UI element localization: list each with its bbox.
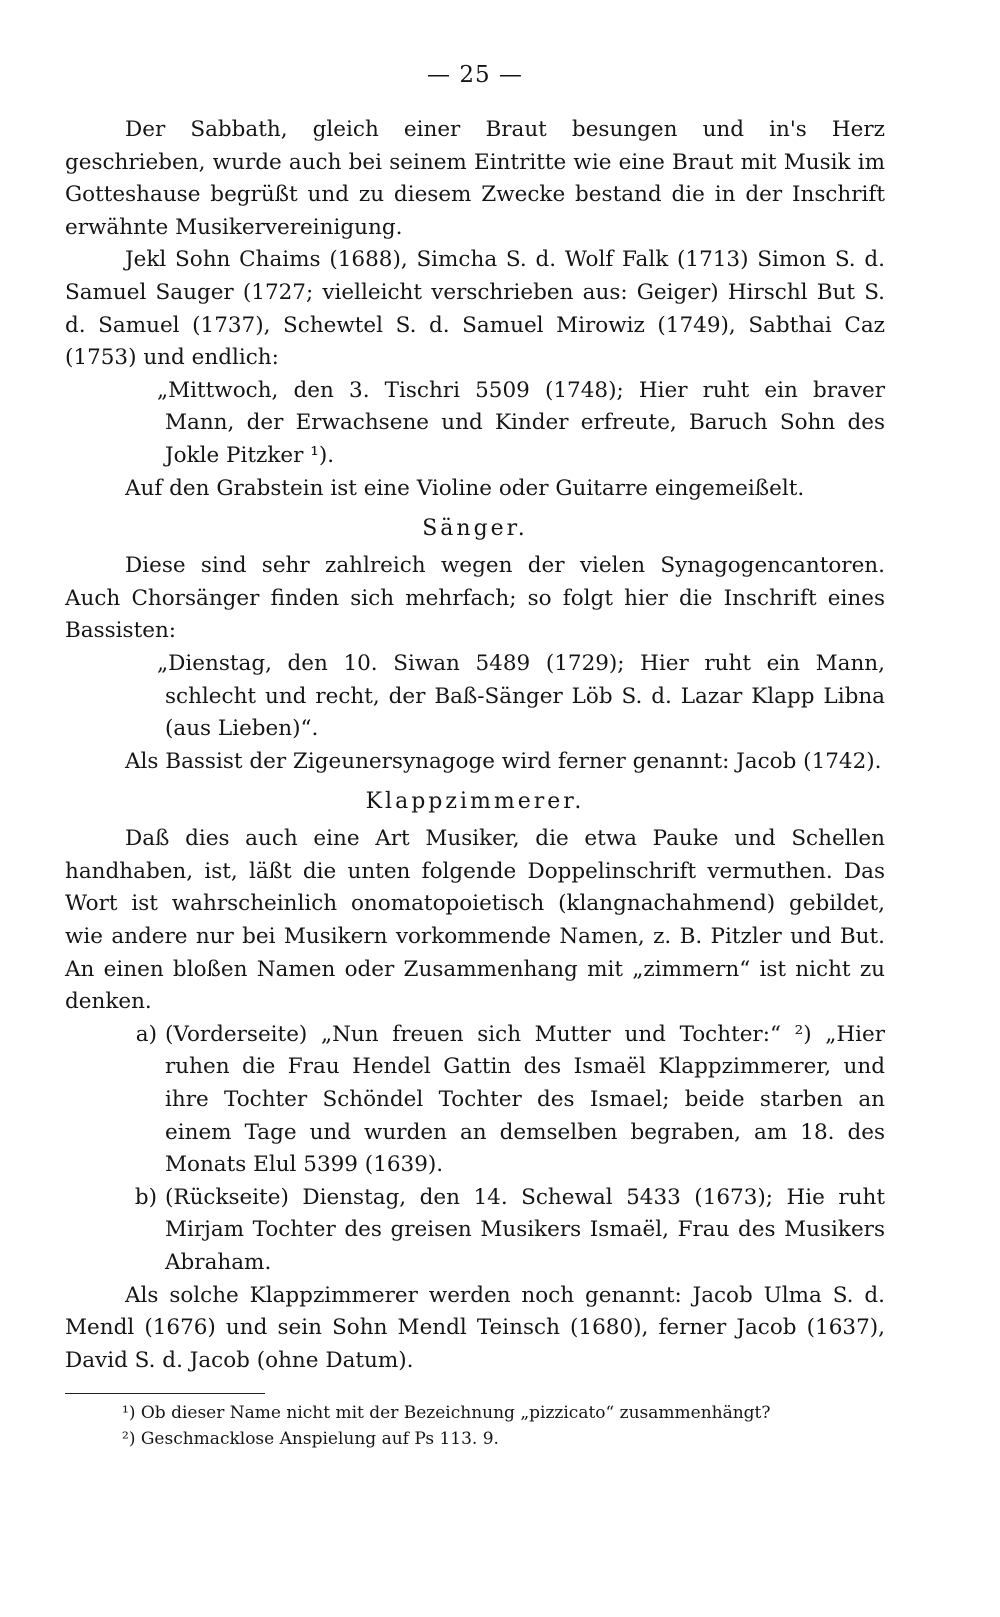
footnote: ²) Geschmacklose Anspielung auf Ps 113. 9. xyxy=(122,1429,499,1450)
list-item xyxy=(65,1182,885,1280)
list-item-text: (Vorderseite) „Nun freuen sich Mutter und Tochter:“ ²) „Hier ruhen die Frau Hendel Gattin des Ismaël Klappzimmerer, und ihre Tochter Schöndel Tochter des Ismael; beide starben an einem Tage und wurden an demselben begraben, am 18. des Monats Elul 5399 (1639). xyxy=(165,1021,885,1178)
paragraph: Auf den Grabstein ist eine Violine oder Guitarre eingemeißelt. xyxy=(125,475,805,501)
paragraph: Als Bassist der Zigeunersynagoge wird ferner genannt: Jacob (1742). xyxy=(125,748,882,774)
section-heading: Sänger. xyxy=(422,516,528,542)
list-item-label: b) xyxy=(134,1184,157,1210)
paragraph: Jekl Sohn Chaims (1688), Simcha S. d. Wolf Falk (1713) Simon S. d. Samuel Sauger (1727; vielleicht verschrieben aus: Geiger) Hirschl But S. d. Samuel (1737), Schewtel S. d. Samuel Mirowiz (1749), Sabthai Caz (1753) und endlich: xyxy=(65,247,885,371)
section-heading: Klappzimmerer. xyxy=(365,789,585,815)
inscription-quote: „Dienstag, den 10. Siwan 5489 (1729); Hier ruht ein Mann, schlecht und recht, der Baß-Sänger Löb S. d. Lazar Klapp Libna (aus Lieben)“. xyxy=(157,650,885,742)
paragraph: Daß dies auch eine Art Musiker, die etwa Pauke und Schellen handhaben, ist, läßt die unten folgende Doppelinschrift vermuthen. Das Wort ist wahrscheinlich onomatopoietisch (klangnachahmend) gebildet, wie andere nur bei Musikern vorkommende Namen, z. B. Pitzler und But. An einen bloßen Namen oder Zusammenhang mit „zimmern“ ist nicht zu denken. xyxy=(65,826,885,1015)
page-number: — 25 — xyxy=(427,62,523,88)
paragraph: Der Sabbath, gleich einer Braut besungen und in's Herz geschrieben, wurde auch bei seinem Eintritte wie eine Braut mit Musik im Gotteshause begrüßt und zu diesem Zwecke bestand die in der Inschrift erwähnte Musikervereinigung. xyxy=(65,117,885,240)
list-item-label: a) xyxy=(135,1021,157,1047)
paragraph: Diese sind sehr zahlreich wegen der vielen Synagogencantoren. Auch Chorsänger finden sich mehrfach; so folgt hier die Inschrift eines Bassisten: xyxy=(65,553,885,644)
inscription-quote: „Mittwoch, den 3. Tischri 5509 (1748); Hier ruht ein braver Mann, der Erwachsene und Kinder erfreute, Baruch Sohn des Jokle Pitzker ¹). xyxy=(157,377,885,468)
paragraph: Als solche Klappzimmerer werden noch genannt: Jacob Ulma S. d. Mendl (1676) und sein Sohn Mendl Teinsch (1680), ferner Jacob (1637), David S. d. Jacob (ohne Datum). xyxy=(65,1282,885,1373)
list-item xyxy=(65,1019,885,1182)
list-item-text: (Rückseite) Dienstag, den 14. Schewal 5433 (1673); Hie ruht Mirjam Tochter des greisen Musikers Ismaël, Frau des Musikers Abraham. xyxy=(165,1184,885,1275)
footnote-divider xyxy=(65,1393,265,1394)
footnote: ¹) Ob dieser Name nicht mit der Bezeichnung „pizzicato“ zusammenhängt? xyxy=(122,1403,771,1424)
